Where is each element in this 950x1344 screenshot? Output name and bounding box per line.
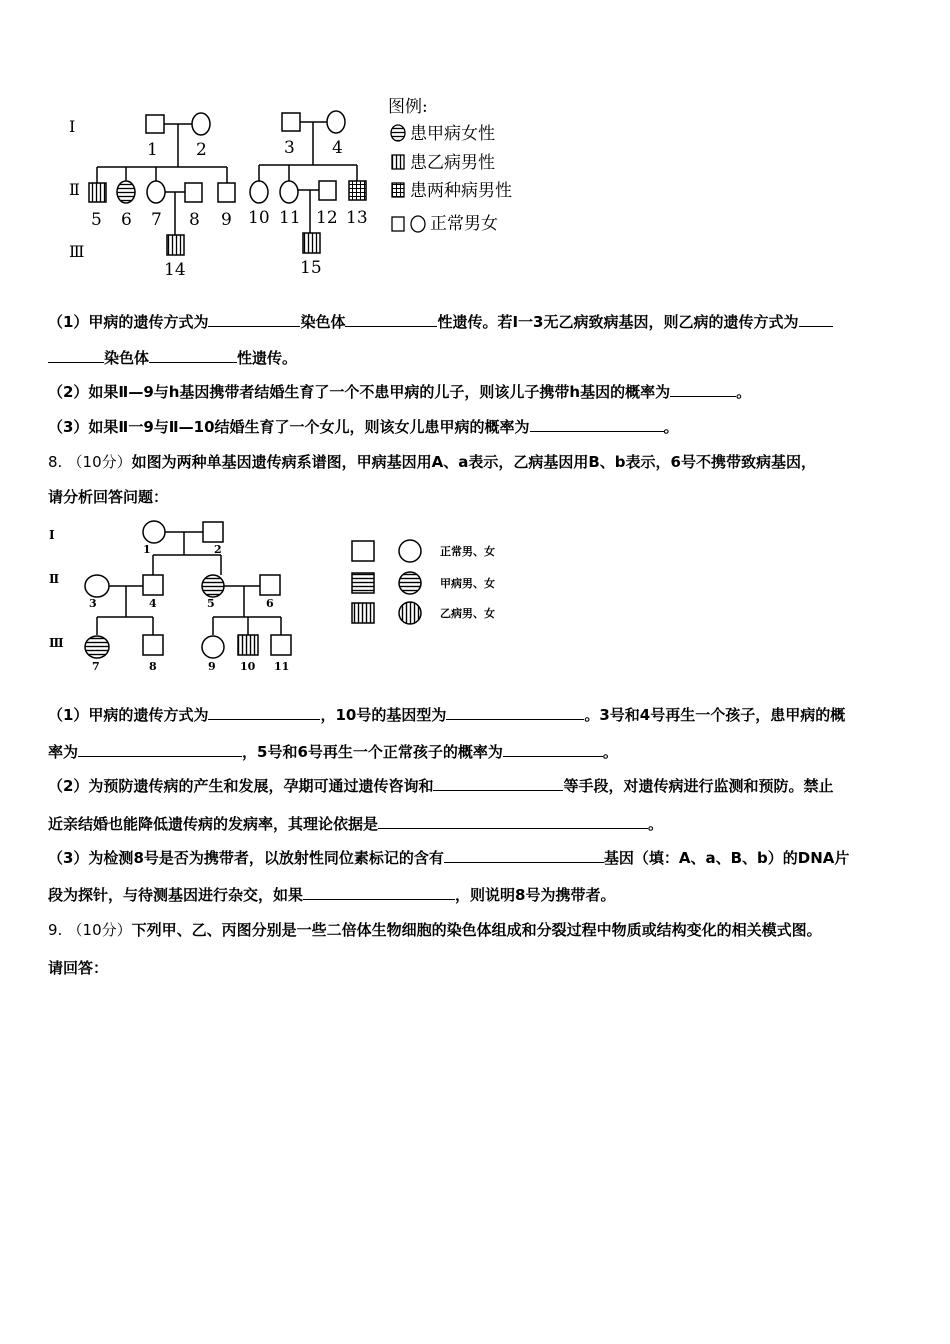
- legend-title: 图例:: [388, 97, 428, 117]
- id-label: 14: [164, 260, 186, 280]
- individual-2: [192, 113, 210, 135]
- question-score: （10分）: [67, 921, 132, 939]
- q8-part1-line1: （1）甲病的遗传方式为 ，10号的基因型为 。3号和4号再生一个孩子，患甲病的概: [48, 706, 846, 724]
- individual-7: [85, 636, 109, 658]
- generation-label: Ⅲ: [49, 636, 64, 650]
- q8-part1-line2: 率为 ，5号和6号再生一个正常孩子的概率为 。: [48, 743, 618, 761]
- individual-8: [185, 183, 202, 202]
- answer-blank[interactable]: [433, 776, 563, 791]
- legend-affected-female-a-icon: [391, 125, 405, 141]
- id-label: 3: [89, 597, 97, 610]
- individual-7: [147, 181, 165, 203]
- q8-intro2: 请分析回答问题：: [48, 488, 169, 506]
- answer-blank[interactable]: [503, 742, 603, 757]
- individual-5: [89, 183, 106, 202]
- q7-part3: （3）如果Ⅱ一9与Ⅱ—10结婚生育了一个女儿，则该女儿患甲病的概率为 。: [48, 418, 679, 436]
- legend-both-male-icon: [392, 183, 404, 197]
- q9-intro: 9. （10分）下列甲、乙、丙图分别是一些二倍体生物细胞的染色体组成和分裂过程中物质或结构变化的相关模式图。: [48, 921, 822, 939]
- id-label: 8: [189, 210, 200, 230]
- q8-part3-line2: 段为探针，与待测基因进行杂交，如果 ，则说明8号为携带者。: [48, 886, 616, 904]
- id-label: 11: [279, 208, 301, 228]
- id-label: 9: [208, 660, 216, 673]
- pedigree-figure-1: [55, 95, 535, 280]
- individual-1: [143, 521, 165, 543]
- id-label: 5: [207, 597, 215, 610]
- individual-6: [117, 181, 135, 203]
- answer-blank[interactable]: [208, 705, 320, 720]
- answer-blank[interactable]: [444, 848, 604, 863]
- answer-blank[interactable]: [446, 705, 584, 720]
- id-label: 8: [149, 660, 157, 673]
- legend-label: 正常男女: [430, 214, 498, 234]
- legend-disease-b-female-icon: [399, 602, 421, 624]
- q8-intro: 8. （10分）如图为两种单基因遗传病系谱图，甲病基因用A、a表示，乙病基因用B、b表示，6号不携带致病基因，: [48, 453, 816, 471]
- legend: [388, 97, 512, 234]
- individual-9: [218, 183, 235, 202]
- individual-1: [146, 115, 164, 133]
- individual-10: [250, 181, 268, 203]
- id-label: 7: [92, 660, 100, 673]
- answer-blank[interactable]: [48, 348, 104, 363]
- answer-blank[interactable]: [149, 348, 237, 363]
- individual-4: [143, 575, 163, 595]
- legend-normal-male-icon: [392, 217, 404, 231]
- q7-part1-line1: （1）甲病的遗传方式为 染色体 性遗传。若Ⅰ一3无乙病致病基因，则乙病的遗传方式为: [48, 312, 910, 332]
- legend-label: 患两种病男性: [410, 181, 512, 201]
- generation-label: Ⅱ: [69, 180, 80, 199]
- individual-9: [202, 636, 224, 658]
- q8-part2-line1: （2）为预防遗传病的产生和发展，孕期可通过遗传咨询和 等手段，对遗传病进行监测和预防。禁止: [48, 777, 834, 795]
- id-label: 2: [214, 543, 222, 556]
- legend-affected-male-b-icon: [392, 155, 404, 169]
- individual-11: [280, 181, 298, 203]
- legend-normal-female-icon: [399, 540, 421, 562]
- question-number: 9.: [48, 921, 63, 939]
- id-label: 1: [143, 543, 151, 556]
- id-label: 6: [121, 210, 132, 230]
- legend-disease-b-male-icon: [352, 603, 374, 623]
- q7-part1-line2: 染色体 性遗传。: [48, 348, 910, 368]
- individual-2: [203, 522, 223, 542]
- legend-label: 患甲病女性: [410, 124, 495, 144]
- id-label: 13: [346, 208, 368, 228]
- id-label: 11: [274, 660, 290, 673]
- answer-blank[interactable]: [78, 742, 242, 757]
- individual-8: [143, 635, 163, 655]
- answer-blank[interactable]: [530, 417, 664, 432]
- individual-11: [271, 635, 291, 655]
- question-score: （10分）: [67, 453, 132, 471]
- answer-blank[interactable]: [208, 312, 300, 327]
- id-label: 4: [149, 597, 157, 610]
- legend-disease-a-male-icon: [352, 573, 374, 593]
- id-label: 2: [196, 140, 207, 160]
- individual-12: [319, 181, 336, 200]
- q7-part2: （2）如果Ⅱ—9与h基因携带者结婚生育了一个不患甲病的儿子，则该儿子携带h基因的概率为 。: [48, 383, 752, 401]
- question-number: 8.: [48, 453, 63, 471]
- individual-14: [167, 235, 184, 255]
- id-label: 5: [91, 210, 102, 230]
- individual-10: [238, 635, 258, 655]
- id-label: 9: [221, 210, 232, 230]
- id-label: 1: [147, 140, 158, 160]
- id-label: 7: [151, 210, 162, 230]
- legend-label: 正常男、女: [440, 545, 495, 558]
- legend-label: 乙病男、女: [440, 607, 495, 620]
- q8-part2-line2: 近亲结婚也能降低遗传病的发病率，其理论依据是 。: [48, 815, 664, 833]
- individual-3: [282, 113, 300, 131]
- individual-4: [327, 111, 345, 133]
- generation-label: Ⅲ: [69, 242, 85, 261]
- id-label: 10: [240, 660, 256, 673]
- individual-5: [202, 575, 224, 597]
- legend-normal-female-icon: [411, 216, 425, 232]
- legend-normal-male-icon: [352, 541, 374, 561]
- id-label: 12: [316, 208, 338, 228]
- answer-blank[interactable]: [670, 382, 736, 397]
- individual-13: [349, 181, 366, 200]
- generation-label: Ⅰ: [69, 117, 76, 136]
- id-label: 3: [284, 138, 295, 158]
- legend-label: 患乙病男性: [410, 153, 495, 173]
- id-label: 10: [248, 208, 270, 228]
- answer-blank[interactable]: [303, 885, 455, 900]
- legend-label: 甲病男、女: [440, 577, 495, 590]
- id-label: 4: [332, 138, 343, 158]
- id-label: 15: [300, 258, 322, 278]
- pedigree-figure-2: [45, 517, 515, 677]
- individual-3: [85, 575, 109, 597]
- generation-label: Ⅱ: [49, 572, 60, 586]
- individual-6: [260, 575, 280, 595]
- id-label: 6: [266, 597, 274, 610]
- q9-intro2: 请回答：: [48, 959, 109, 977]
- legend-disease-a-female-icon: [399, 572, 421, 594]
- answer-blank[interactable]: [345, 312, 437, 327]
- answer-blank[interactable]: [799, 312, 833, 327]
- individual-15: [303, 233, 320, 253]
- q8-part3-line1: （3）为检测8号是否为携带者，以放射性同位素标记的含有 基因（填：A、a、B、b）的DNA片: [48, 849, 850, 867]
- answer-blank[interactable]: [378, 814, 648, 829]
- generation-label: Ⅰ: [49, 528, 55, 542]
